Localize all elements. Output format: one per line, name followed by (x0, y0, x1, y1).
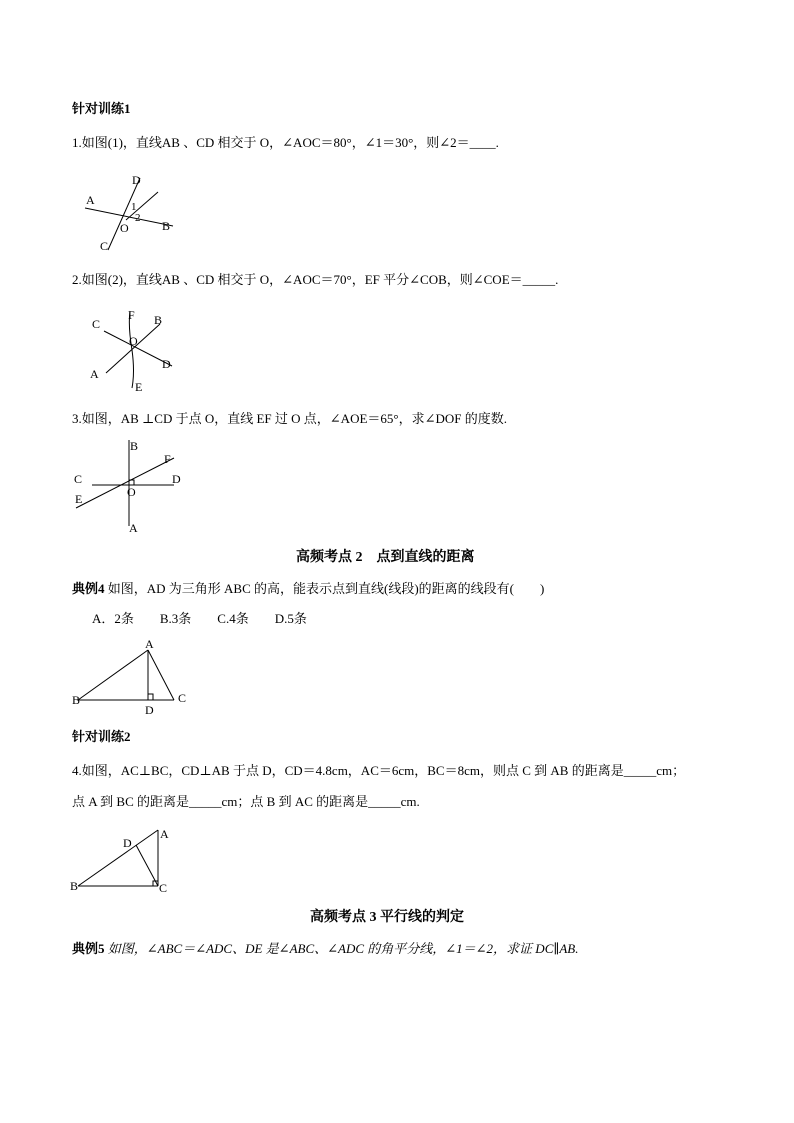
example-5-text: 如图，∠ABC＝∠ADC、DE 是∠ABC、∠ADC 的角平分线，∠1＝∠2，求证 DC∥AB. (104, 941, 579, 956)
fig3-label-C: C (74, 472, 83, 486)
fig3-label-O: O (127, 485, 136, 499)
fig2-label-O: O (129, 334, 138, 348)
fig2-label-F: F (128, 308, 135, 322)
fig2-label-D: D (162, 357, 171, 371)
heading-training-2: 针对训练2 (72, 729, 131, 744)
fig3-label-B: B (130, 439, 139, 453)
fig2-label-E: E (135, 380, 143, 394)
fig2-label-A: A (90, 367, 99, 381)
figure-4 (70, 638, 195, 718)
fig3-label-E: E (75, 492, 83, 506)
section-title-2: 高频考点 2 点到直线的距离 (296, 550, 475, 565)
question-4-line-1: 4.如图，AC⊥BC，CD⊥AB 于点 D，CD＝4.8cm，AC＝6cm，BC＝8cm，则点 C 到 AB 的距离是_____cm； (72, 763, 686, 778)
question-4-line-2: 点 A 到 BC 的距离是_____cm；点 B 到 AC 的距离是_____cm. (72, 794, 420, 809)
example-5-label: 典例5 (72, 941, 105, 956)
figure-1 (80, 168, 190, 258)
fig3-label-A: A (129, 521, 138, 535)
fig1-label-O: O (120, 221, 129, 235)
fig1-label-1: 1 (131, 201, 137, 213)
fig5-label-B: B (70, 879, 79, 893)
fig1-label-2: 2 (135, 212, 141, 224)
example-4-options: A．2条 B.3条 C.4条 D.5条 (92, 611, 307, 626)
figure-5 (68, 820, 178, 896)
fig1-label-B: B (162, 219, 171, 233)
example-4 (72, 580, 544, 598)
section-title-3: 高频考点 3 平行线的判定 (310, 910, 464, 925)
fig4-label-D: D (145, 703, 154, 717)
fig5-label-C: C (159, 881, 168, 895)
example-4-label: 典例4 (72, 581, 105, 596)
figure-3 (72, 438, 182, 538)
fig5-label-A: A (160, 827, 169, 841)
fig3-label-F: F (164, 452, 171, 466)
example-5 (72, 940, 579, 958)
question-3: 3.如图，AB ⊥CD 于点 O，直线 EF 过 O 点，∠AOE＝65°，求∠DOF 的度数. (72, 411, 507, 426)
question-1: 1.如图(1)，直线AB 、CD 相交于 O，∠AOC＝80°，∠1＝30°，则∠2＝____. (72, 135, 499, 150)
fig1-label-A: A (86, 193, 95, 207)
heading-training-1: 针对训练1 (72, 101, 131, 116)
fig5-label-D: D (123, 836, 132, 850)
fig4-label-A: A (145, 637, 154, 651)
figure-2 (88, 306, 178, 396)
fig1-label-C: C (100, 239, 109, 253)
fig2-label-C: C (92, 317, 101, 331)
fig2-label-B: B (154, 313, 163, 327)
fig3-label-D: D (172, 472, 181, 486)
question-2: 2.如图(2)，直线AB 、CD 相交于 O，∠AOC＝70°，EF 平分∠COB，则∠COE＝_____. (72, 272, 559, 287)
fig1-label-D: D (132, 173, 141, 187)
example-4-text: 如图，AD 为三角形 ABC 的高，能表示点到直线(线段)的距离的线段有( ) (104, 581, 545, 596)
fig4-label-C: C (178, 691, 187, 705)
fig4-label-B: B (72, 693, 81, 707)
